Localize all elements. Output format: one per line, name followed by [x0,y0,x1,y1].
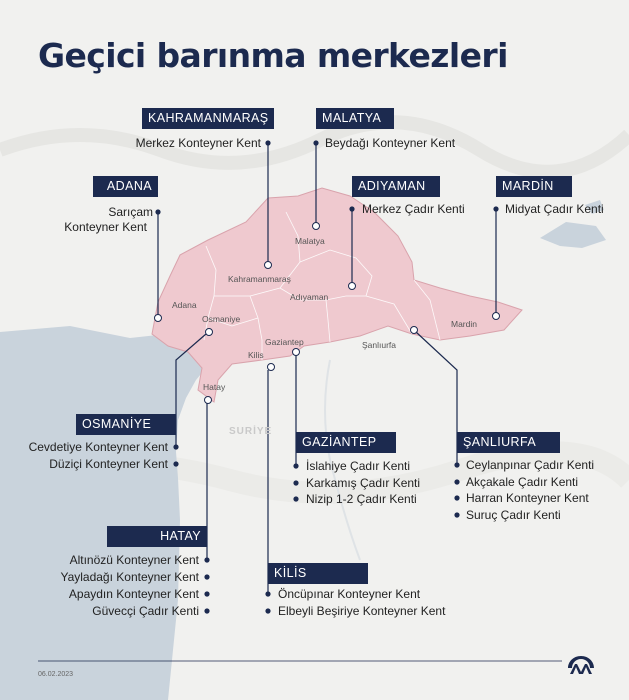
group-header-osmaniye: OSMANİYE [76,414,176,435]
list-item: Altınözü Konteyner Kent [69,553,199,567]
date-label: 06.02.2023 [38,671,74,678]
list-item: Ceylanpınar Çadır Kenti [466,458,595,472]
list-item: Cevdetiye Konteyner Kent [28,440,168,454]
group-header-mardin: MARDİN [496,176,572,197]
aa-logo-icon [566,654,596,676]
city-label-malatya: Malatya [295,236,325,246]
country-label: SURİYE [229,426,273,437]
group-header-adiyaman: ADIYAMAN [352,176,440,197]
group-header-sanliurfa: ŞANLIURFA [457,432,560,453]
list-item: Akçakale Çadır Kenti [466,475,579,489]
list-item: Beydağı Konteyner Kent [325,136,456,150]
group-header-gaziantep: GAZİANTEP [296,432,396,453]
kilis-dot [268,364,275,371]
mardin-dot [493,313,500,320]
list-item: Güvecçi Çadır Kenti [92,604,199,618]
list-item: Öncüpınar Konteyner Kent [278,587,421,601]
page-title: Geçici barınma merkezleri [38,36,508,75]
adiyaman-dot [349,283,356,290]
hatay-dot [205,397,212,404]
adana-dot [155,315,162,322]
group-header-kahramanmaras: KAHRAMANMARAŞ [142,108,274,129]
list-item: Konteyner Kent [64,220,147,234]
gaziantep-dot [293,349,300,356]
list-item: Harran Konteyner Kent [466,491,589,505]
city-label-hatay: Hatay [203,382,226,392]
list-item: Midyat Çadır Kenti [505,202,604,216]
list-item: İslahiye Çadır Kenti [306,459,411,473]
city-label-adana: Adana [172,300,197,310]
city-label-mardin: Mardin [451,319,477,329]
city-label-adiyaman: Adıyaman [290,292,329,302]
city-label-osmaniye: Osmaniye [202,314,241,324]
malatya-dot [313,223,320,230]
list-item: Nizip 1-2 Çadır Kenti [306,492,417,506]
list-item: Düziçi Konteyner Kent [49,457,168,471]
list-item: Yayladağı Konteyner Kent [60,570,199,584]
list-item: Elbeyli Beşiriye Konteyner Kent [278,604,446,618]
list-item: Apaydın Konteyner Kent [68,587,199,601]
city-label-kilis: Kilis [248,350,264,360]
group-header-kilis: KİLİS [268,563,368,584]
list-item: Sarıçam [108,205,153,219]
kahramanmaras-dot [265,262,272,269]
group-header-malatya: MALATYA [316,108,394,129]
group-header-adana: ADANA [93,176,158,197]
list-item: Suruç Çadır Kenti [466,508,561,522]
list-item: Merkez Çadır Kenti [362,202,465,216]
list-item: Karkamış Çadır Kenti [306,476,421,490]
osmaniye-dot [206,329,213,336]
group-header-hatay: HATAY [107,526,207,547]
city-label-gaziantep: Gaziantep [265,337,304,347]
list-item: Merkez Konteyner Kent [135,136,261,150]
city-label-sanliurfa: Şanlıurfa [362,340,397,350]
city-label-kahramanmaras: Kahramanmaraş [228,274,291,284]
